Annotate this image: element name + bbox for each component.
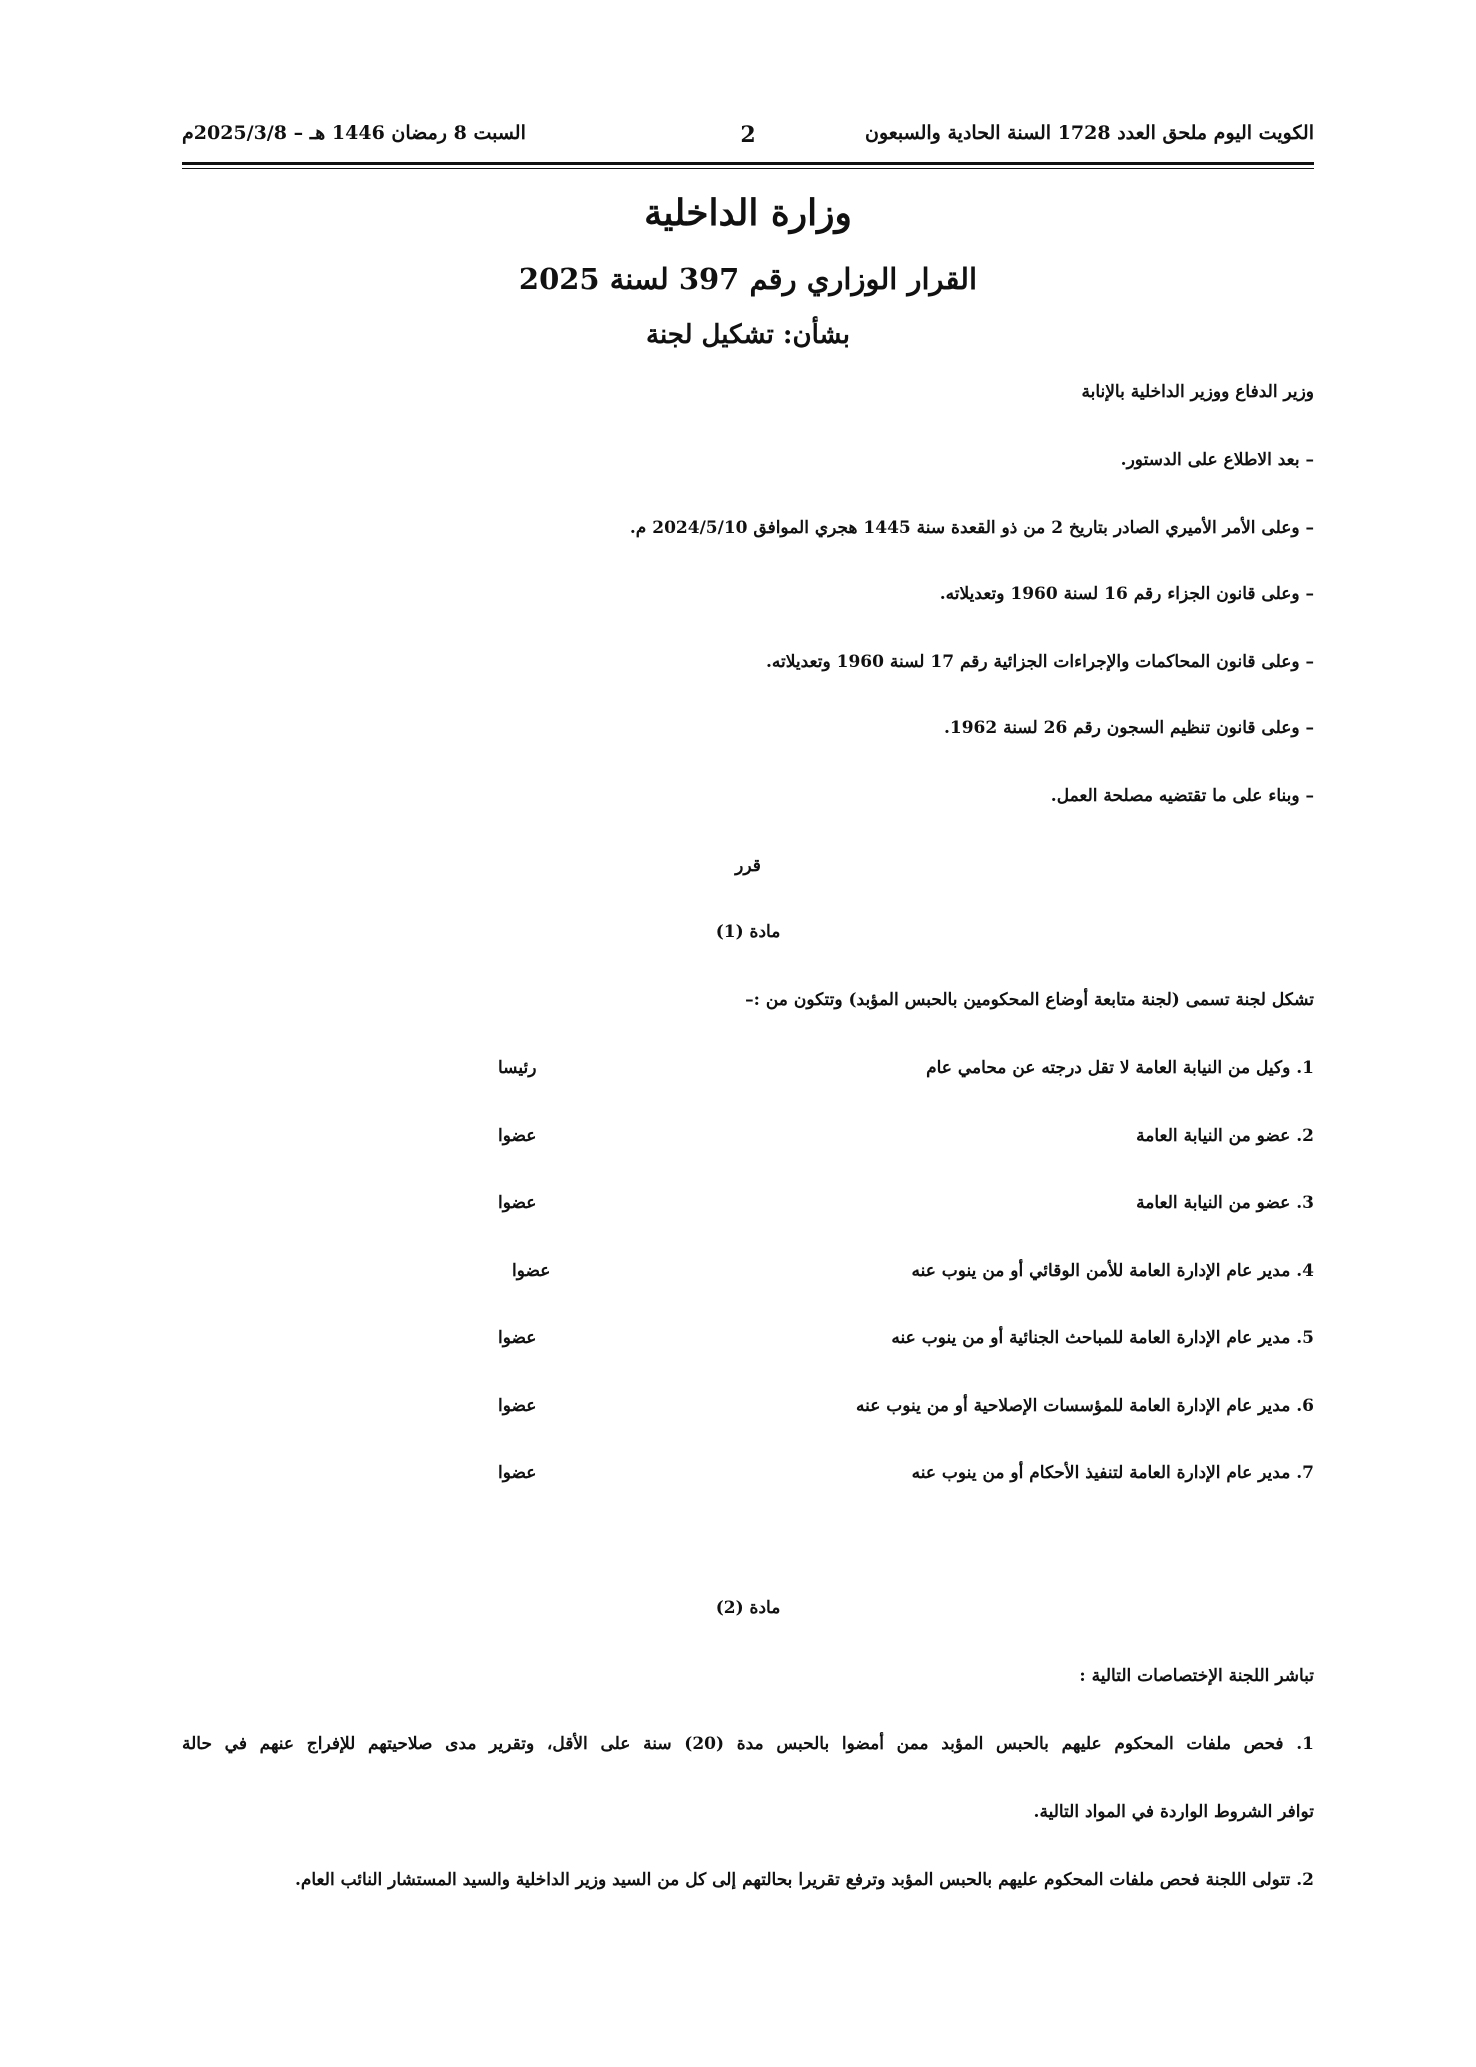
ministry-heading: وزارة الداخلية bbox=[644, 192, 852, 234]
header-rule bbox=[182, 162, 1314, 165]
member-role: عضوا bbox=[512, 1261, 551, 1281]
decided-heading: قرر bbox=[735, 856, 761, 876]
decree-title: القرار الوزاري رقم 397 لسنة 2025 bbox=[518, 262, 978, 296]
member-title: 3. عضو من النيابة العامة bbox=[1136, 1193, 1314, 1213]
member-role: عضوا bbox=[498, 1126, 537, 1146]
preamble-item: – وعلى قانون تنظيم السجون رقم 26 لسنة 1962. bbox=[943, 718, 1314, 738]
article-2-intro: تباشر اللجنة الإختصاصات التالية : bbox=[1079, 1666, 1314, 1686]
member-role: عضوا bbox=[498, 1328, 537, 1348]
member-title: 2. عضو من النيابة العامة bbox=[1136, 1126, 1314, 1146]
header-rule-thin bbox=[182, 168, 1314, 169]
header-page-number: 2 bbox=[740, 122, 756, 148]
preamble-item: – وعلى الأمر الأميري الصادر بتاريخ 2 من ذو القعدة سنة 1445 هجري الموافق 2024/5/10 م. bbox=[629, 518, 1314, 538]
article-2-item-2: 2. تتولى اللجنة فحص ملفات المحكوم عليهم بالحبس المؤبد وترفع تقريرا بحالتهم إلى كل من السيد وزير الداخلية والسيد المستشار النائب العام. bbox=[294, 1870, 1314, 1890]
committee-member-row bbox=[494, 1396, 1314, 1426]
preamble-item: – وعلى قانون المحاكمات والإجراءات الجزائية رقم 17 لسنة 1960 وتعديلاته. bbox=[765, 652, 1314, 672]
member-title: 4. مدير عام الإدارة العامة للأمن الوقائي أو من ينوب عنه bbox=[911, 1261, 1314, 1281]
committee-member-row bbox=[494, 1463, 1314, 1493]
member-role: عضوا bbox=[498, 1396, 537, 1416]
member-title: 5. مدير عام الإدارة العامة للمباحث الجنائية أو من ينوب عنه bbox=[891, 1328, 1314, 1348]
member-role: رئيسا bbox=[498, 1058, 537, 1078]
committee-member-row bbox=[494, 1058, 1314, 1088]
member-title: 7. مدير عام الإدارة العامة لتنفيذ الأحكام أو من ينوب عنه bbox=[911, 1463, 1314, 1483]
committee-member-row bbox=[494, 1193, 1314, 1223]
member-title: 6. مدير عام الإدارة العامة للمؤسسات الإصلاحية أو من ينوب عنه bbox=[855, 1396, 1314, 1416]
preamble-item: – بعد الاطلاع على الدستور. bbox=[1120, 450, 1314, 470]
committee-member-row bbox=[494, 1261, 1314, 1291]
member-role: عضوا bbox=[498, 1193, 537, 1213]
article-1-heading: مادة (1) bbox=[715, 922, 781, 942]
article-2-heading: مادة (2) bbox=[715, 1598, 781, 1618]
issuer-line: وزير الدفاع ووزير الداخلية بالإنابة bbox=[1081, 382, 1314, 402]
decree-subject: بشأن: تشكيل لجنة bbox=[646, 320, 850, 350]
article-2-item-1: 1. فحص ملفات المحكوم عليهم بالحبس المؤبد ممن أمضوا بالحبس مدة (20) سنة على الأقل، وتقرير مدى صلاحيتهم للإفراج عنهم في حالة bbox=[182, 1734, 1314, 1754]
article-1-intro: تشكل لجنة تسمى (لجنة متابعة أوضاع المحكومين بالحبس المؤبد) وتتكون من :– bbox=[745, 990, 1314, 1010]
preamble-item: – وبناء على ما تقتضيه مصلحة العمل. bbox=[1050, 786, 1314, 806]
preamble-item: – وعلى قانون الجزاء رقم 16 لسنة 1960 وتعديلاته. bbox=[939, 584, 1314, 604]
committee-member-row bbox=[494, 1328, 1314, 1358]
article-2-item-1-continuation: توافر الشروط الواردة في المواد التالية. bbox=[1033, 1802, 1314, 1822]
member-title: 1. وكيل من النيابة العامة لا تقل درجته عن محامي عام bbox=[926, 1058, 1314, 1078]
header-publication: الكويت اليوم ملحق العدد 1728 السنة الحادية والسبعون bbox=[865, 122, 1314, 144]
member-role: عضوا bbox=[498, 1463, 537, 1483]
running-header bbox=[182, 122, 1314, 158]
header-date: السبت 8 رمضان 1446 هـ – 2025/3/8م bbox=[182, 122, 526, 144]
committee-member-row bbox=[494, 1126, 1314, 1156]
